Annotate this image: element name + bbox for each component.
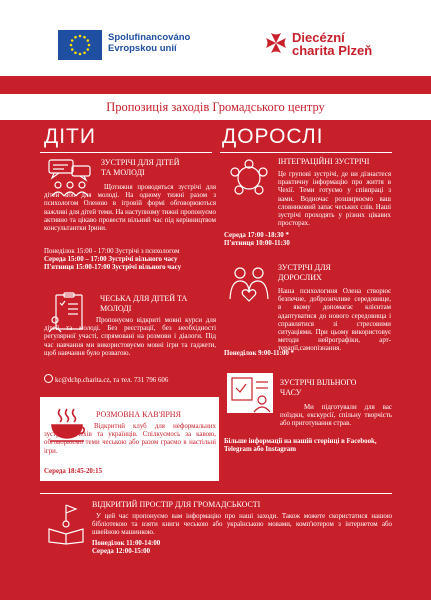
integration-schedule [224,232,354,248]
book-flag-icon [46,503,86,545]
leisure-heading [280,378,392,398]
cafe-text: Відкритий клуб для неформальних зустрічей чехів та українців. Спілкуємось за кавою, обговорюємо теми чеською або разом граємо в настільні ігри. [44,423,216,455]
open-space-schedule [92,540,292,556]
children-meetings-heading-line2: ТА МОЛОДІ [101,168,145,177]
children-schedule-wednesday: Середа 15:00 – 17:00 Зустрічі вільного часу [44,256,178,264]
bottom-divider [40,493,392,494]
czech-course-heading-line1: ЧЕСЬКА ДЛЯ ДІТЕЙ ТА [100,294,188,303]
section-title-children: ДІТИ [44,125,96,148]
integration-heading: ІНТЕГРАЦІЙНІ ЗУСТРІЧІ [278,157,370,166]
people-network-icon [228,158,270,198]
adult-meetings-text: Наша психологиня Олена створює безпечне, доброзичливе середовище, в якому допомагає клієнтам адаптуватися до нового середовища і справлятися зі стресовими ситуаціями. При цьому використовує методи нейрографіки, арт-терапії,самопізнання. [278,288,391,353]
adult-meetings-heading [278,263,392,283]
header [0,0,431,76]
open-space-schedule-wednesday: Середа 12:00-15:00 [92,548,151,556]
cafe-schedule: Середа 18:45-20:15 [44,468,103,475]
phone-icon [44,374,53,383]
contact-text: kc@dchp.charita.cz, та тел. 731 796 606 [55,377,169,384]
czech-course-heading [100,294,218,314]
contact-line [44,374,222,385]
open-space-text: У цей час пропонуємо вам інформацію про наші заходи. Також можете скористатися нашою бібліотекою та взяти книги чеською або українською мовами, комп'ютером з інтернетом або швейною машинкою. [92,513,392,537]
more-info-text: Більше інформації на нашій сторінці в Facebook, Telegram або Instagram [224,438,377,454]
leisure-heading-line2: ЧАСУ [280,388,302,397]
people-heart-icon [228,265,270,303]
adult-meetings-heading-line2: ДОРОСЛИХ [278,273,322,282]
adults-divider [220,152,392,153]
eu-line-1: Spolufinancováno [108,32,191,43]
children-meetings-heading [101,158,215,178]
integration-text: Це групові зустрічі, де ви дізнаєтеся практичну інформацію про життя в Чехії. Теми готуємо у співпраці з вами. Водночас розширюємо ваш словниковий запас чеських слів. Наші зустрічі проходять у різних цікавих просторах. [278,171,391,228]
section-title-adults: ДОРОСЛІ [222,125,324,148]
adult-meetings-schedule: Понеділок 9:00-11:00 * [224,350,294,357]
integration-text-top [278,171,391,228]
integration-schedule-friday: П'ятниця 10:00-11:30 [224,240,290,248]
cafe-heading: РОЗМОВНА КАВ'ЯРНЯ [96,410,181,419]
eu-line-2: Evropskou unií [108,43,177,54]
children-meetings-text: Щотижня проводяться зустрічі для дітей або для молоді. На одному тижні разом з психологом Оленою в ігровій формі обговорюються важливі для дітей теми. На наступному тижні пропонуємо активно та цікаво провести вільний час під керівництвом консультантки Ірини. [44,184,216,233]
children-meetings-heading-line1: ЗУСТРІЧІ ДЛЯ ДІТЕЙ [101,158,180,167]
charity-cross-icon [265,32,287,54]
children-schedule-monday: Понеділок 15:00 - 17:00 Зустрічі з психологом [44,248,180,255]
page-title: Пропозиція заходів Громадського центру [106,100,325,114]
eu-cofinance-text [108,32,190,54]
leisure-heading-line1: ЗУСТРІЧІ ВІЛЬНОГО [280,378,357,387]
leisure-board-icon [226,372,274,414]
integration-schedule-wednesday: Середа 17:00 -18:30 * [224,232,289,239]
children-meetings-schedule [44,248,219,273]
children-schedule-friday: П'ятниця 15:00-17:00 Зустрічі вільного часу [44,264,182,272]
open-space-heading: ВІДКРИТИЙ ПРОСТІР ДЛЯ ГРОМАДСЬКОСТІ [92,500,261,509]
charity-name [292,31,372,57]
open-space-schedule-monday: Понеділок 11:00-14:00 [92,540,161,547]
eu-flag-icon [58,30,102,60]
children-divider [40,152,212,153]
czech-course-heading-line2: МОЛОДІ [100,304,132,313]
leisure-text: Ми підготували для вас поїздки, екскурсії, спільну творчість або приготування страв. [280,404,392,428]
czech-course-text: Пропонуємо відкриті мовні курси для дітей та молоді. Без реєстрації, без необхідності регулярної участі, спрямовані на розмови і діалоги. Під час навчання ми використовуємо мовні ігри та гаджети, щоб навчання було розвагою. [44,317,216,357]
adult-meetings-heading-line1: ЗУСТРІЧІ ДЛЯ [278,263,331,272]
charity-line-1: Diecézní [292,30,345,45]
charity-line-2: charita Plzeň [292,43,373,58]
